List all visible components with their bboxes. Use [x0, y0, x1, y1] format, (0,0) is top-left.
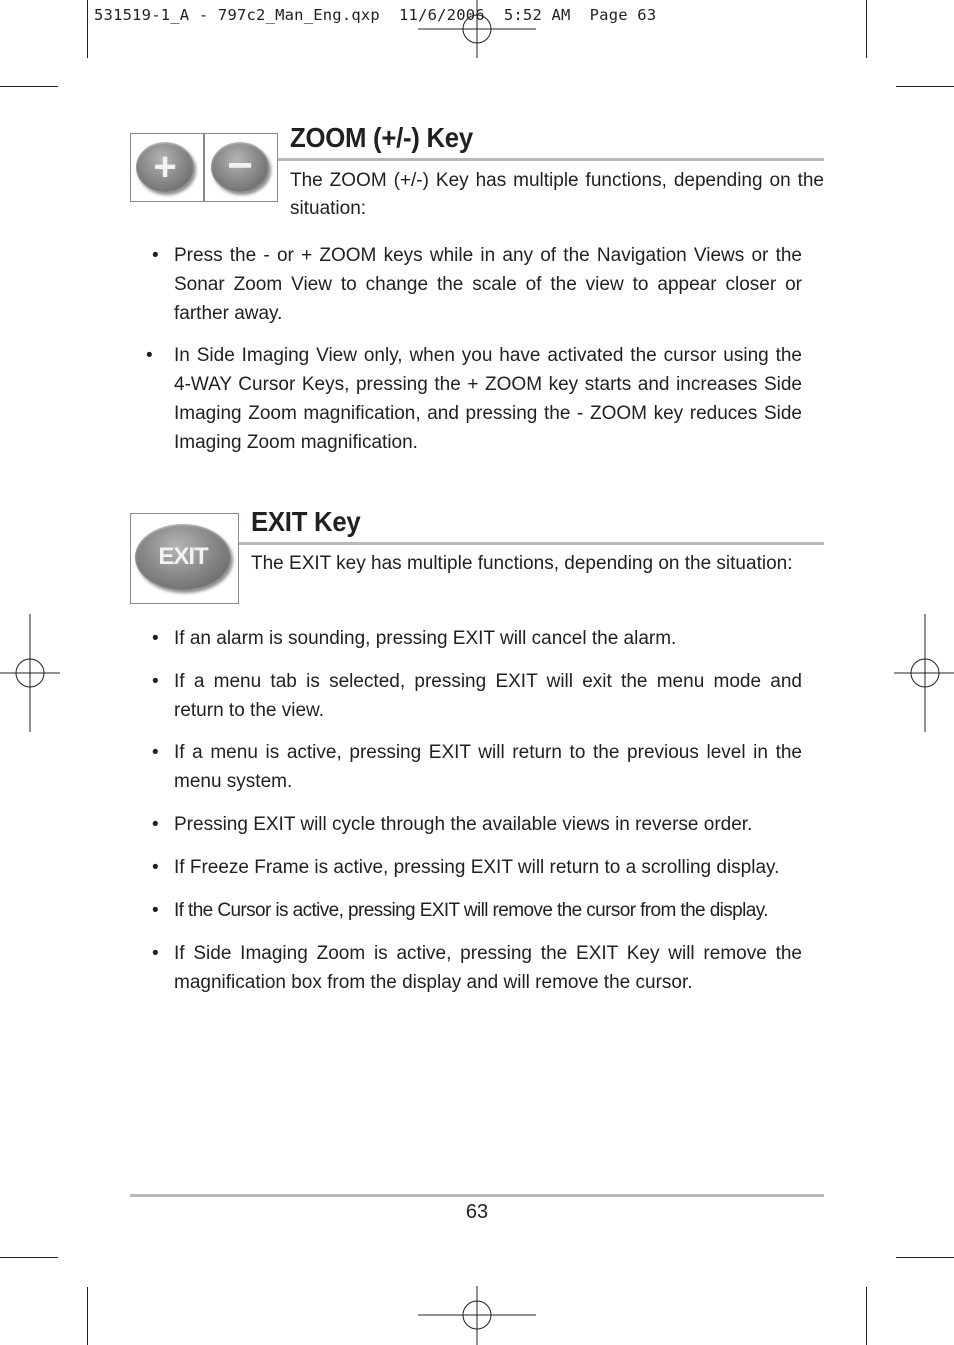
- zoom-bullet-list: [146, 241, 802, 457]
- zoom-key-heading: ZOOM (+/-) Key: [290, 122, 473, 153]
- crop-mark: [896, 86, 954, 87]
- zoom-heading-rule: [278, 158, 824, 161]
- bullet-dot: •: [152, 900, 159, 921]
- crop-mark: [0, 1257, 58, 1258]
- zoom-minus-key-image: [204, 133, 278, 202]
- bullet-dot: •: [152, 814, 159, 835]
- list-item: [150, 738, 802, 796]
- list-item: [150, 939, 802, 997]
- crop-mark: [87, 1287, 88, 1345]
- footer-rule: [130, 1194, 824, 1197]
- exit-bullet-list: [150, 624, 802, 997]
- bullet-dot: •: [152, 671, 159, 692]
- crop-mark: [866, 0, 867, 58]
- list-item: [146, 341, 802, 457]
- bullet-text: If the Cursor is active, pressing EXIT will remove the cursor from the display.: [174, 900, 768, 921]
- bullet-text: In Side Imaging View only, when you have activated the cursor using the 4-WAY Cursor Keys, pressing the + ZOOM key starts and increases Side Imaging Zoom magnification, and pressing the - ZOOM key reduces Side Imaging Zoom magnification.: [174, 345, 802, 453]
- bullet-text: If Freeze Frame is active, pressing EXIT will return to a scrolling display.: [174, 857, 780, 878]
- exit-intro-text: The EXIT key has multiple functions, depending on the situation:: [251, 553, 793, 574]
- bullet-text: If a menu tab is selected, pressing EXIT will exit the menu mode and return to the view.: [174, 671, 802, 721]
- zoom-intro-text: The ZOOM (+/-) Key has multiple functions, depending on the situation:: [290, 170, 824, 219]
- bullet-dot: •: [152, 742, 159, 763]
- list-item: [150, 624, 802, 653]
- bullet-dot: •: [146, 345, 153, 366]
- registration-mark-bottom: [418, 1286, 536, 1345]
- crop-mark: [87, 0, 88, 58]
- bullet-text: If an alarm is sounding, pressing EXIT will cancel the alarm.: [174, 628, 677, 649]
- exit-key-image: [130, 513, 239, 604]
- bullet-dot: •: [152, 857, 159, 878]
- exit-heading-rule: [239, 542, 824, 545]
- registration-mark-right: [894, 614, 954, 732]
- bullet-text: If Side Imaging Zoom is active, pressing the EXIT Key will remove the magnification box from the display and will remove the cursor.: [174, 943, 802, 993]
- list-item: [150, 810, 802, 839]
- zoom-plus-key-image: [130, 133, 204, 202]
- print-slug: 531519-1_A - 797c2_Man_Eng.qxp 11/6/2006 5:52 AM Page 63: [94, 6, 657, 24]
- bullet-dot: •: [152, 943, 159, 964]
- registration-mark-top: [418, 0, 536, 60]
- bullet-text: Press the - or + ZOOM keys while in any of the Navigation Views or the Sonar Zoom View to change the scale of the view to appear closer or farther away.: [174, 245, 802, 324]
- bullet-dot: •: [152, 628, 159, 649]
- minus-icon: −: [211, 142, 269, 192]
- list-item: [150, 667, 802, 725]
- list-item: [150, 853, 802, 882]
- exit-button-icon: EXIT: [135, 524, 231, 590]
- list-item: [150, 896, 802, 925]
- plus-icon: +: [136, 142, 194, 192]
- crop-mark: [0, 86, 58, 87]
- crop-mark: [896, 1257, 954, 1258]
- bullet-text: If a menu is active, pressing EXIT will return to the previous level in the menu system.: [174, 742, 802, 792]
- bullet-text: Pressing EXIT will cycle through the available views in reverse order.: [174, 814, 753, 835]
- page-number: 63: [465, 1201, 489, 1223]
- list-item: [150, 241, 802, 328]
- bullet-dot: •: [152, 245, 159, 266]
- crop-mark: [866, 1287, 867, 1345]
- registration-mark-left: [0, 614, 60, 732]
- exit-key-heading: EXIT Key: [251, 506, 361, 537]
